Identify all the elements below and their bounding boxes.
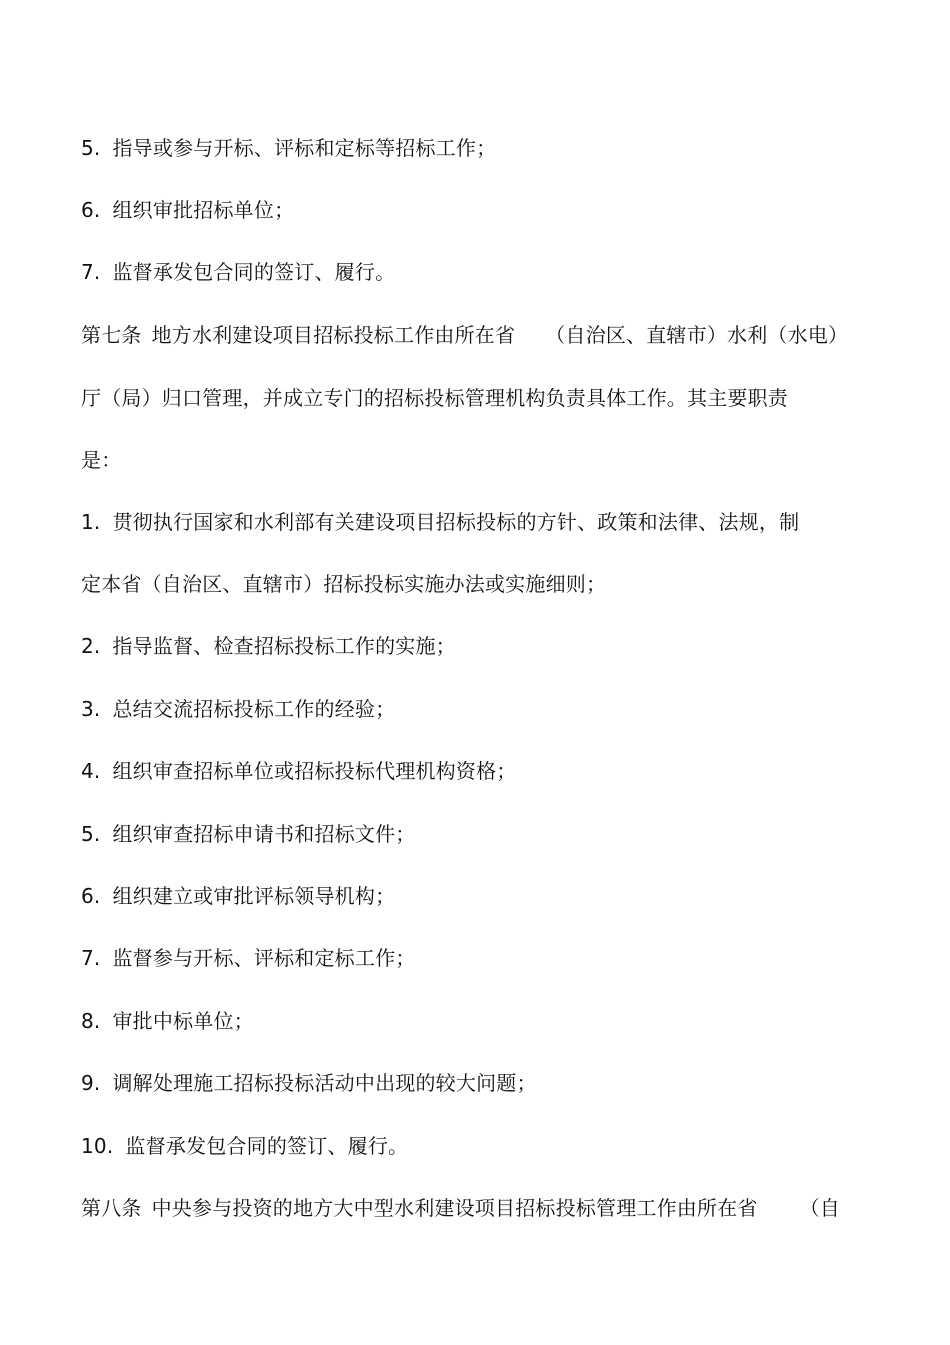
list-item — [81, 198, 294, 222]
list-item — [81, 946, 415, 970]
item-text: 组织审查招标单位或招标投标代理机构资格； — [112, 759, 517, 783]
item-text: 指导或参与开标、评标和定标等招标工作； — [112, 136, 497, 160]
item-number: 6. — [81, 884, 101, 908]
article-text-continued: （自治区、直辖市）水利（水电） — [545, 323, 849, 347]
item-text: 组织审查招标申请书和招标文件； — [112, 822, 416, 846]
item-number: 7. — [81, 260, 101, 284]
article-heading-7 — [81, 323, 848, 347]
item-text: 监督承发包合同的签订、履行。 — [125, 1134, 409, 1158]
paragraph-text: 是： — [81, 448, 122, 472]
item-number: 5. — [81, 822, 101, 846]
article-text: 地方水利建设项目招标投标工作由所在省 — [151, 323, 516, 347]
list-item — [81, 1009, 254, 1033]
paragraph-text: 定本省（自治区、直辖市）招标投标实施办法或实施细则； — [81, 572, 607, 596]
item-text: 贯彻执行国家和水利部有关建设项目招标投标的方针、政策和法律、法规，制 — [112, 510, 800, 534]
list-item — [81, 1071, 537, 1095]
article-text: 中央参与投资的地方大中型水利建设项目招标投标管理工作由所在省 — [151, 1196, 758, 1220]
list-item — [81, 697, 395, 721]
item-number: 3. — [81, 697, 101, 721]
item-number: 4. — [81, 759, 101, 783]
paragraph-line — [81, 386, 788, 410]
paragraph-line — [81, 572, 606, 596]
item-text: 指导监督、检查招标投标工作的实施； — [112, 634, 456, 658]
article-heading-8 — [81, 1196, 840, 1220]
item-number: 10. — [81, 1134, 114, 1158]
item-number: 8. — [81, 1009, 101, 1033]
item-text: 监督承发包合同的签订、履行。 — [112, 260, 396, 284]
item-text: 组织建立或审批评标领导机构； — [112, 884, 396, 908]
article-text-continued: （自 — [799, 1196, 841, 1220]
list-item — [81, 136, 496, 160]
list-item — [81, 1134, 408, 1158]
item-text: 监督参与开标、评标和定标工作； — [112, 946, 416, 970]
list-item — [81, 634, 456, 658]
item-number: 7. — [81, 946, 101, 970]
paragraph-text: 厅（局）归口管理，并成立专门的招标投标管理机构负责具体工作。其主要职责 — [81, 386, 788, 410]
paragraph-line — [81, 448, 121, 472]
list-item — [81, 884, 395, 908]
list-item — [81, 260, 395, 284]
item-text: 总结交流招标投标工作的经验； — [112, 697, 396, 721]
list-item — [81, 510, 799, 534]
item-number: 1. — [81, 510, 101, 534]
list-item — [81, 822, 415, 846]
item-text: 调解处理施工招标投标活动中出现的较大问题； — [112, 1071, 537, 1095]
item-number: 9. — [81, 1071, 101, 1095]
item-number: 6. — [81, 198, 101, 222]
list-item — [81, 759, 516, 783]
item-text: 组织审批招标单位； — [112, 198, 295, 222]
article-label: 第七条 — [81, 323, 142, 347]
article-label: 第八条 — [81, 1196, 142, 1220]
item-text: 审批中标单位； — [112, 1009, 254, 1033]
item-number: 2. — [81, 634, 101, 658]
item-number: 5. — [81, 136, 101, 160]
